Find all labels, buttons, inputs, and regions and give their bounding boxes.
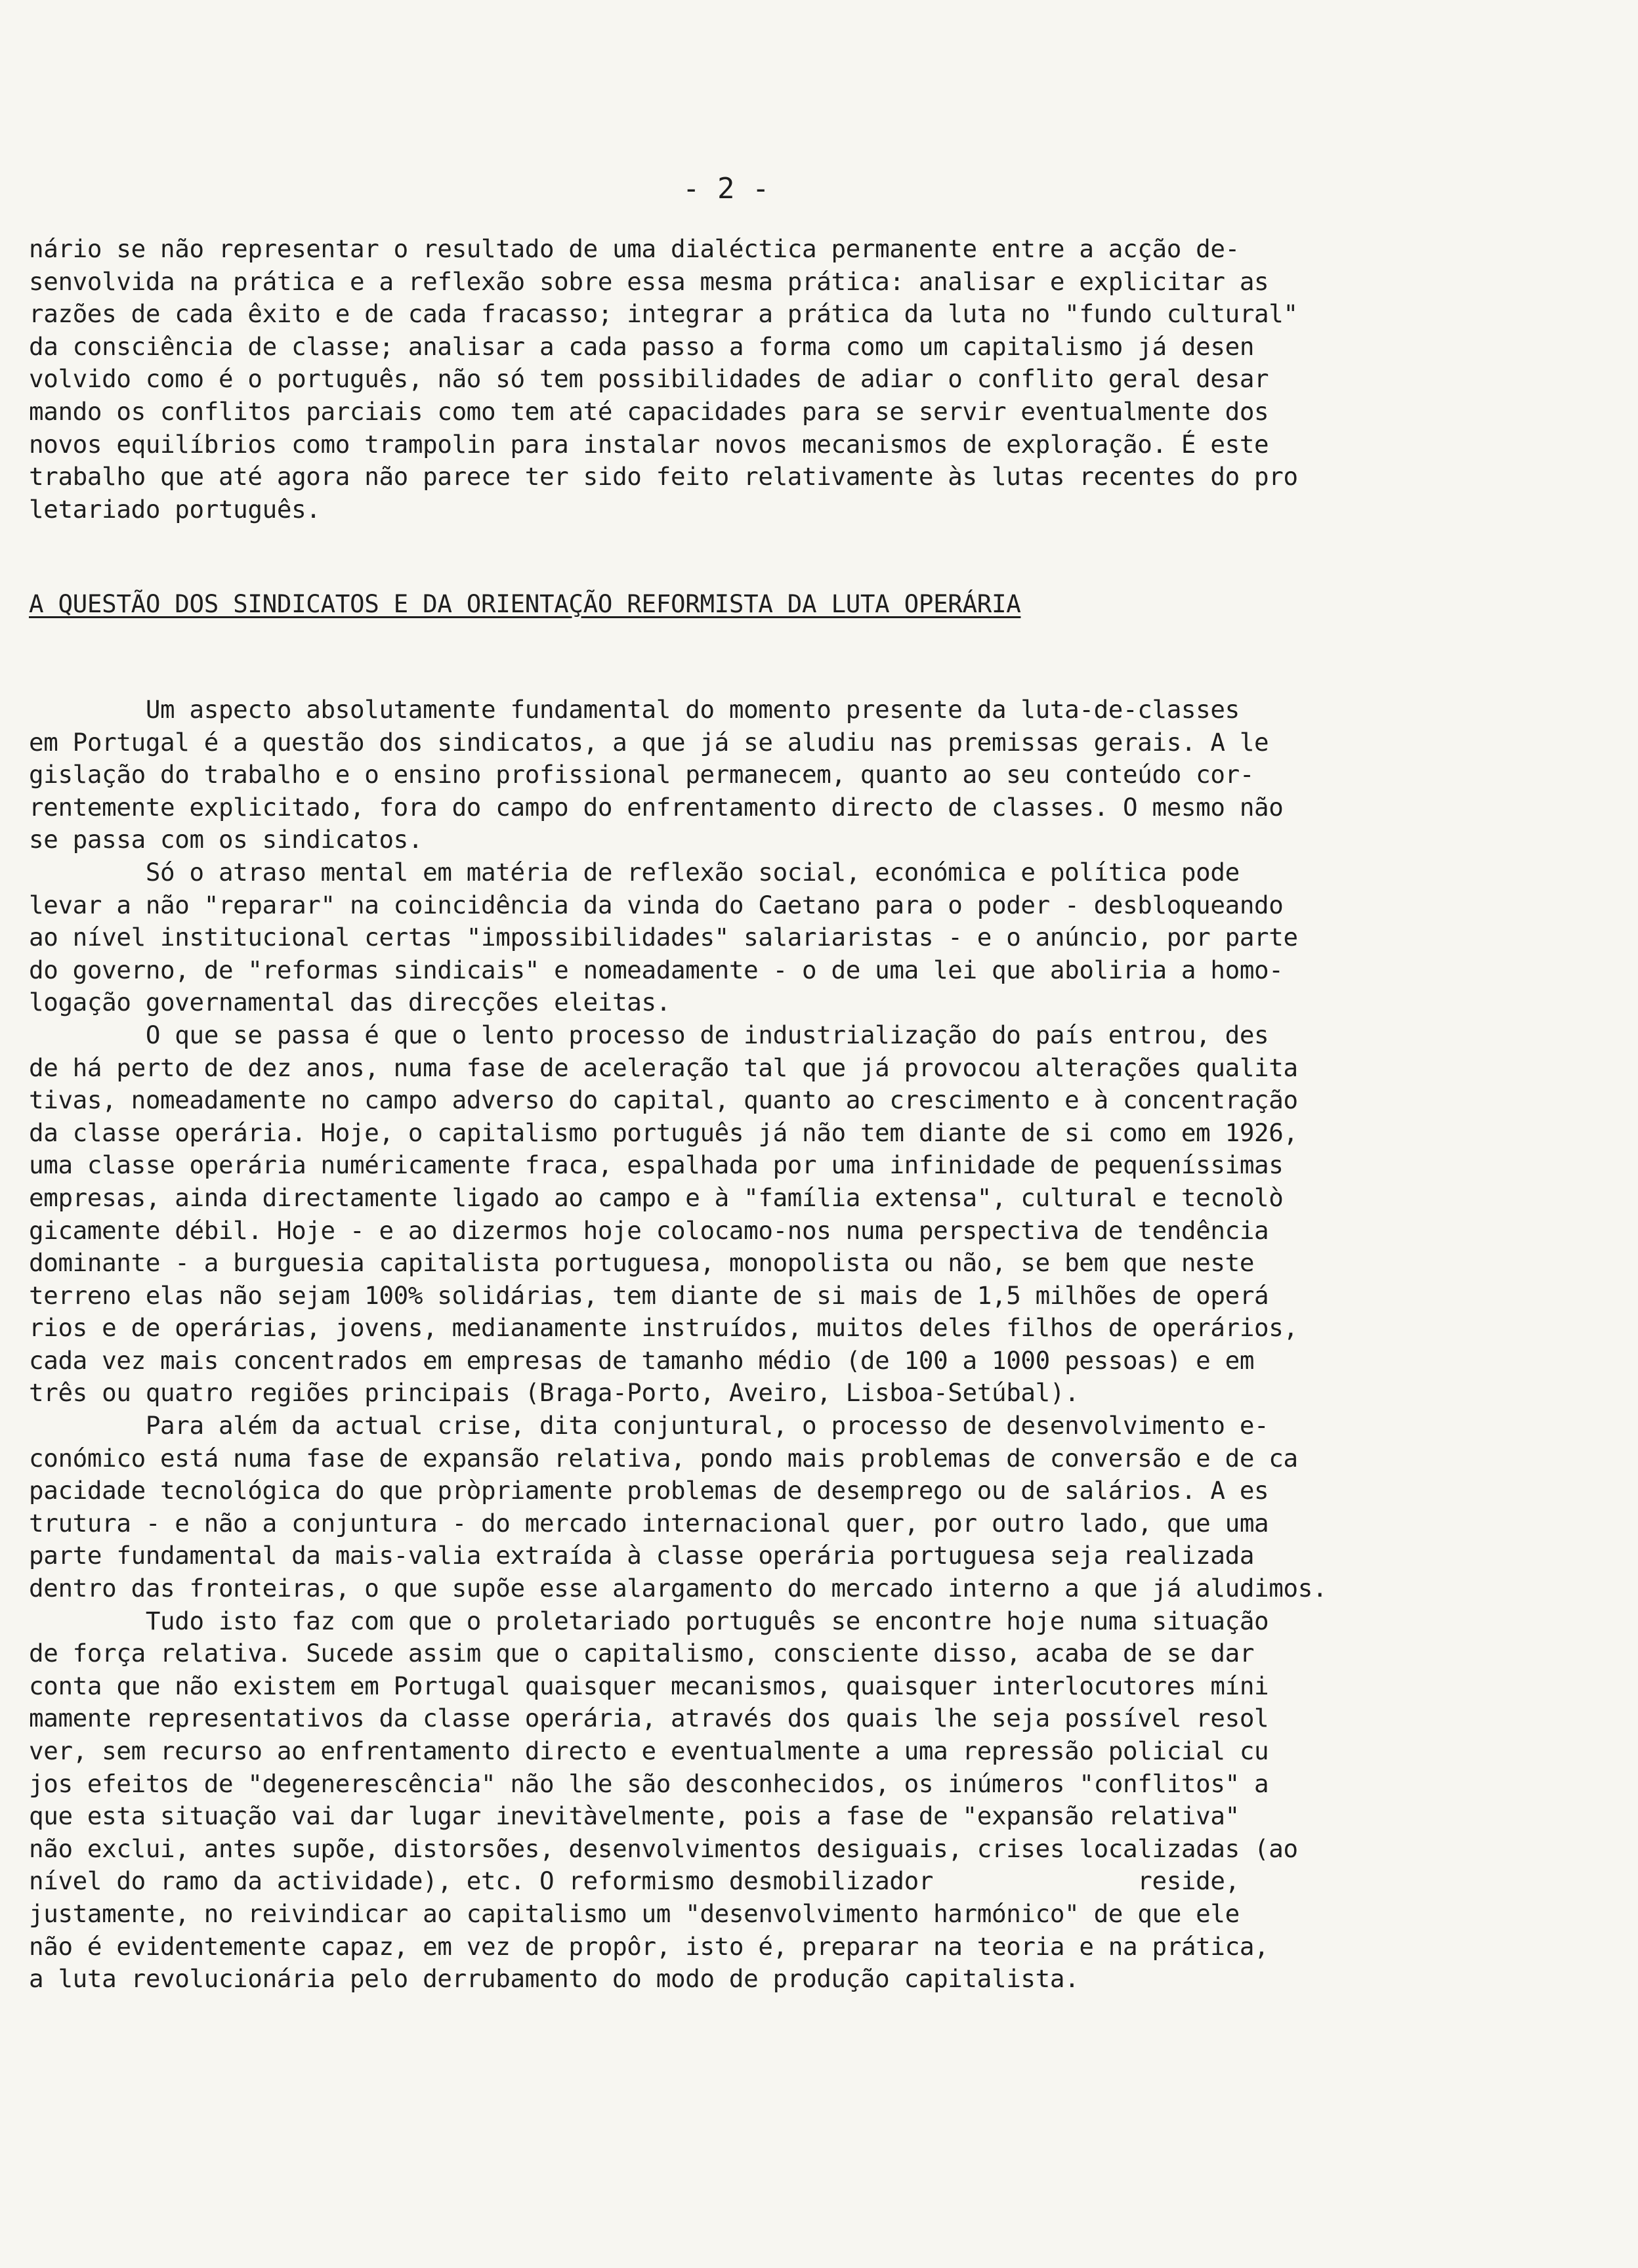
text-line: logação governamental das direcções eleitas.	[29, 988, 671, 1017]
text-line: dominante - a burguesia capitalista portuguesa, monopolista ou não, se bem que neste	[29, 1248, 1255, 1278]
text-line: mando os conflitos parciais como tem até capacidades para se servir eventualmente dos	[29, 396, 1269, 426]
text-line: não é evidentemente capaz, em vez de propôr, isto é, preparar na teoria e na prática,	[29, 1931, 1269, 1961]
text-line: mamente representativos da classe operária, através dos quais lhe seja possível resol	[29, 1704, 1269, 1733]
text-line: Para além da actual crise, dita conjuntural, o processo de desenvolvimento e-	[29, 1411, 1269, 1440]
text-line: de há perto de dez anos, numa fase de aceleração tal que já provocou alterações qualita	[29, 1053, 1298, 1082]
text-line: rentemente explicitado, fora do campo do enfrentamento directo de classes. O mesmo não	[29, 792, 1284, 822]
text-line: gislação do trabalho e o ensino profissional permanecem, quanto ao seu conteúdo cor-	[29, 760, 1255, 789]
text-line: jos efeitos de "degenerescência" não lhe são desconhecidos, os inúmeros "conflitos" a	[29, 1769, 1269, 1798]
text-line: da consciência de classe; analisar a cada passo a forma como um capitalismo já desen	[29, 331, 1255, 361]
text-line: Tudo isto faz com que o proletariado português se encontre hoje numa situação	[29, 1606, 1269, 1635]
text-line: levar a não "reparar" na coincidência da vinda do Caetano para o poder - desbloqueando	[29, 890, 1284, 919]
text-line: nível do ramo da actividade), etc. O reformismo desmobilizador reside,	[29, 1866, 1240, 1896]
text-line: conta que não existem em Portugal quaisquer mecanismos, quaisquer interlocutores míni	[29, 1671, 1269, 1700]
text-line: três ou quatro regiões principais (Braga-Porto, Aveiro, Lisboa-Setúbal).	[29, 1378, 1080, 1408]
text-line: trabalho que até agora não parece ter sido feito relativamente às lutas recentes do pro	[29, 462, 1298, 492]
text-line: ver, sem recurso ao enfrentamento directo e eventualmente a uma repressão policial cu	[29, 1736, 1269, 1765]
text-line: de força relativa. Sucede assim que o capitalismo, consciente disso, acaba de se dar	[29, 1639, 1255, 1668]
text-line: parte fundamental da mais-valia extraída à classe operária portuguesa seja realizada	[29, 1541, 1255, 1570]
text-line: ao nível institucional certas "impossibilidades" salariaristas - e o anúncio, por parte	[29, 923, 1298, 952]
text-line: da classe operária. Hoje, o capitalismo português já não tem diante de si como em 1926,	[29, 1118, 1298, 1147]
text-line: rios e de operárias, jovens, medianamente instruídos, muitos deles filhos de operários,	[29, 1313, 1298, 1343]
text-line: dentro das fronteiras, o que supõe esse alargamento do mercado interno a que já aludimos.	[29, 1574, 1328, 1603]
intro-paragraph	[29, 233, 1473, 526]
text-line: Um aspecto absolutamente fundamental do momento presente da luta-de-classes	[29, 695, 1240, 724]
text-line: Só o atraso mental em matéria de reflexão social, económica e política pode	[29, 857, 1240, 887]
text-line: gicamente débil. Hoje - e ao dizermos hoje colocamo-nos numa perspectiva de tendência	[29, 1215, 1269, 1245]
text-line: não exclui, antes supõe, distorsões, desenvolvimentos desiguais, crises localizadas (ao	[29, 1834, 1298, 1863]
text-line: senvolvida na prática e a reflexão sobre essa mesma prática: analisar e explicitar as	[29, 266, 1269, 296]
text-line: volvido como é o português, não só tem possibilidades de adiar o conflito geral desar	[29, 364, 1269, 394]
text-line: que esta situação vai dar lugar inevitàvelmente, pois a fase de "expansão relativa"	[29, 1801, 1240, 1831]
section-body	[29, 694, 1473, 1996]
text-line: em Portugal é a questão dos sindicatos, a que já se aludiu nas premissas gerais. A le	[29, 727, 1269, 757]
text-line: letariado português.	[29, 494, 321, 524]
text-line: conómico está numa fase de expansão relativa, pondo mais problemas de conversão e de ca	[29, 1443, 1298, 1473]
text-line: nário se não representar o resultado de uma dialéctica permanente entre a acção de-	[29, 234, 1240, 263]
text-line: O que se passa é que o lento processo de industrialização do país entrou, des	[29, 1020, 1269, 1049]
text-line: pacidade tecnológica do que pròpriamente problemas de desemprego ou de salários. A es	[29, 1476, 1269, 1505]
text-line: uma classe operária numéricamente fraca, espalhada por uma infinidade de pequeníssimas	[29, 1150, 1284, 1180]
text-line: se passa com os sindicatos.	[29, 825, 423, 854]
text-line: razões de cada êxito e de cada fracasso; integrar a prática da luta no "fundo cultural"	[29, 299, 1298, 329]
text-line: do governo, de "reformas sindicais" e nomeadamente - o de uma lei que aboliria a homo-	[29, 955, 1284, 984]
text-line: trutura - e não a conjuntura - do mercado internacional quer, por outro lado, que uma	[29, 1508, 1269, 1538]
text-line: cada vez mais concentrados em empresas de tamanho médio (de 100 a 1000 pessoas) e em	[29, 1345, 1255, 1375]
text-line: justamente, no reivindicar ao capitalismo um "desenvolvimento harmónico" de que ele	[29, 1899, 1240, 1928]
text-line: terreno elas não sejam 100% solidárias, tem diante de si mais de 1,5 milhões de operá	[29, 1280, 1269, 1310]
text-line: empresas, ainda directamente ligado ao campo e à "família extensa", cultural e tecnolò	[29, 1183, 1284, 1212]
text-line: a luta revolucionária pelo derrubamento do modo de produção capitalista.	[29, 1964, 1080, 1994]
text-line: novos equilíbrios como trampolin para instalar novos mecanismos de exploração. É este	[29, 429, 1269, 459]
text-line: tivas, nomeadamente no campo adverso do capital, quanto ao crescimento e à concentração	[29, 1085, 1298, 1115]
page-number: - 2 -	[682, 172, 770, 205]
section-heading: A QUESTÃO DOS SINDICATOS E DA ORIENTAÇÃO REFORMISTA DA LUTA OPERÁRIA	[29, 589, 1021, 618]
